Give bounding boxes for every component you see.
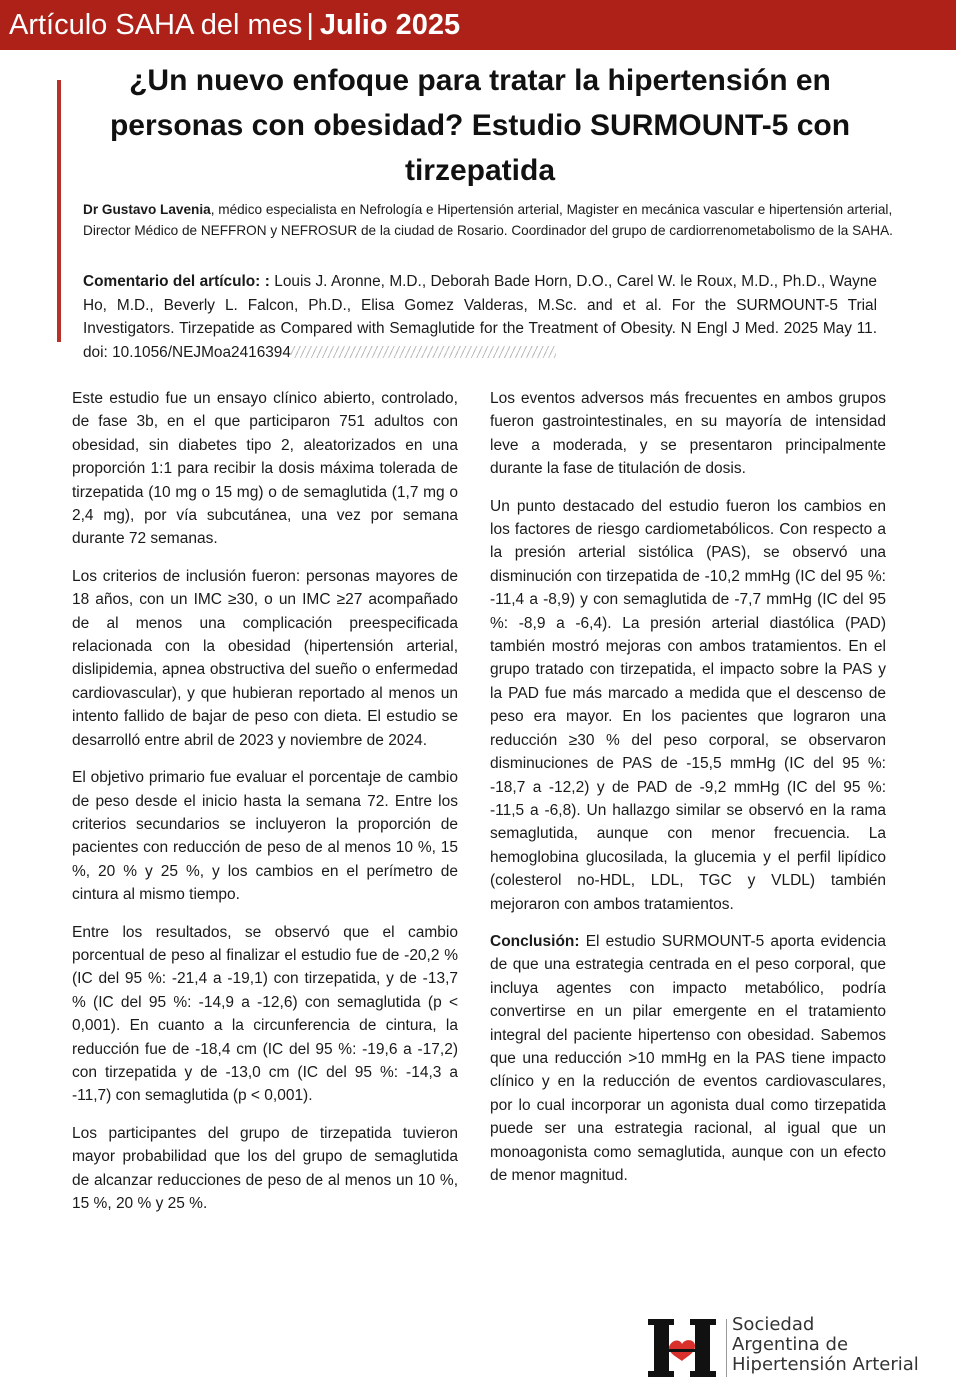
author-bio: , médico especialista en Nefrología e Hipertensión arterial, Magister en mecánica vascular e hipertensión arterial, Director Médico de NEFFRON y NEFROSUR de la ciudad de Rosario. Coordinador del grupo de cardiorrenometabolismo de la SAHA. bbox=[83, 202, 893, 238]
article-commentary bbox=[83, 270, 877, 364]
paragraph-design: Este estudio fue un ensayo clínico abierto, controlado, de fase 3b, en el que participaron 751 adultos con obesidad, sin diabetes tipo 2, aleatorizados en una proporción 1:1 para recibir la dosis máxima tolerada de tirzepatida (10 mg o 15 mg) o de semaglutida (1,7 mg o 2,4 mg), por vía subcutánea, una vez por semana durante 72 semanas. bbox=[72, 390, 458, 548]
author-info bbox=[83, 199, 919, 241]
conclusion-label: Conclusión: bbox=[490, 932, 580, 950]
banner-month: Julio 2025 bbox=[319, 9, 461, 41]
accent-rule bbox=[57, 80, 61, 342]
paragraph-results: Entre los resultados, se observó que el cambio porcentual de peso al finalizar el estudio fue de -20,2 % (IC del 95 %: -21,4 a -19,1) con tirzepatida, y de -13,7 % (IC del 95 %: -14,9 a -12,6) con semaglutida (p < 0,001). En cuanto a la circunferencia de cintura, la reducción fue de -18,4 cm (IC del 95 %: -19,6 a -17,2) con tirzepatida y de -13,0 cm (IC del 95 %: -14,3 a -11,7) con semaglutida (p < 0,001). bbox=[72, 923, 458, 1105]
paragraph-objective: El objetivo primario fue evaluar el porcentaje de cambio de peso desde el inicio hasta la semana 72. Entre los criterios secundarios se incluyeron la proporción de pacientes con reducción de peso de al menos 10 %, 15 %, 20 % y 25 %, y los cambios en el perímetro de cintura al mismo tiempo. bbox=[72, 769, 458, 904]
left-column bbox=[72, 387, 458, 1229]
banner-label: Artículo SAHA del mes bbox=[9, 9, 303, 41]
author-name: Dr Gustavo Lavenia bbox=[83, 202, 211, 217]
decorative-hatch bbox=[291, 346, 556, 358]
header-banner bbox=[0, 0, 956, 50]
commentary-citation: Louis J. Aronne, M.D., Deborah Bade Horn, D.O., Carel W. le Roux, M.D., Ph.D., Wayne Ho, M.D., Beverly L. Falcon, Ph.D., Elisa Gomez Valderas, M.Sc. and et al. For the SURMOUNT-5 Trial Investigators. Tirzepatide as Compared with Semaglutide for the Treatment of Obesity. N Engl J Med. 2025 May 11. doi: 10.1056/NEJMoa2416394 bbox=[83, 273, 877, 361]
paragraph-inclusion: Los criterios de inclusión fueron: personas mayores de 18 años, con un IMC ≥30, o un IMC ≥27 acompañado de al menos una complicación preespecificada relacionada con la obesidad (hipertensión arterial, dislipidemia, apnea obstructiva del sueño o enfermedad cardiovascular), y que hubieran reportado al menos un intento fallido de bajar de peso con dieta. El estudio se desarrolló entre abril de 2023 y noviembre de 2024. bbox=[72, 567, 458, 749]
paragraph-cardiometabolic: Un punto destacado del estudio fueron los cambios en los factores de riesgo cardiometabólicos. Con respecto a la presión arterial sistólica (PAS), se observó una disminución con tirzepatida de -10,2 mmHg (IC del 95 %: -11,4 a -8,9) y con semaglutida de -7,7 mmHg (IC del 95 %: -8,9 a -6,4). La presión arterial diastólica (PAD) también mostró mejoras con ambos tratamientos. En el grupo tratado con tirzepatida, el impacto sobre la PAS y la PAD fue más marcado a medida que el descenso de peso era mayor. En los pacientes que lograron una reducción ≥30 % del peso corporal, se observaron disminuciones de PAS de -15,5 mmHg (IC del 95 %: -18,7 a -12,2) y de PAD de -9,2 mmHg (IC del 95 %: -11,5 a -6,8). Un hallazgo similar se observó en la rama semaglutida, aunque con menor frecuencia. La hemoglobina glucosilada, la glucemia y el perfil lipídico (colesterol no-HDL, LDL, TGC y VLDL) también mejoraron con ambos tratamientos. bbox=[490, 497, 886, 913]
banner-separator: | bbox=[306, 9, 314, 41]
logo-divider bbox=[726, 1319, 727, 1377]
saha-h-heart-icon bbox=[646, 1317, 718, 1379]
conclusion-text: El estudio SURMOUNT-5 aporta evidencia de que una estrategia centrada en el peso corporal, que incluya agentes con impacto metabólico, podría convertirse en un pilar emergente en el tratamiento integral del paciente hipertenso con obesidad. Sabemos que una reducción >10 mmHg en la PAS tiene impacto clínico y en la reducción de eventos cardiovasculares, por lo cual incorporar un agonista dual como tirzepatida puede ser una estrategia racional, al igual que un monoagonista como semaglutida, aunque con un efecto de menor magnitud. bbox=[490, 932, 886, 1184]
paragraph-adverse-events: Los eventos adversos más frecuentes en ambos grupos fueron gastrointestinales, en su mayoría de intensidad leve a moderada, y se presentaron principalmente durante la fase de titulación de dosis. bbox=[490, 390, 886, 478]
logo-line-1: Sociedad bbox=[732, 1314, 815, 1335]
paragraph-probability: Los participantes del grupo de tirzepatida tuvieron mayor probabilidad que los del grupo de semaglutida de alcanzar reducciones de peso de al menos un 10 %, 15 %, 20 % y 25 %. bbox=[72, 1124, 458, 1212]
logo-text bbox=[732, 1315, 919, 1375]
paragraph-conclusion bbox=[490, 930, 886, 1187]
article-title: ¿Un nuevo enfoque para tratar la hipertensión en personas con obesidad? Estudio SURMOUNT-5 con tirzepatida bbox=[109, 64, 851, 187]
right-column bbox=[490, 387, 886, 1201]
logo-line-3: Hipertensión Arterial bbox=[732, 1354, 919, 1375]
logo-line-2: Argentina de bbox=[732, 1334, 849, 1355]
commentary-label: Comentario del artículo: : bbox=[83, 273, 270, 290]
saha-logo bbox=[646, 1315, 936, 1381]
